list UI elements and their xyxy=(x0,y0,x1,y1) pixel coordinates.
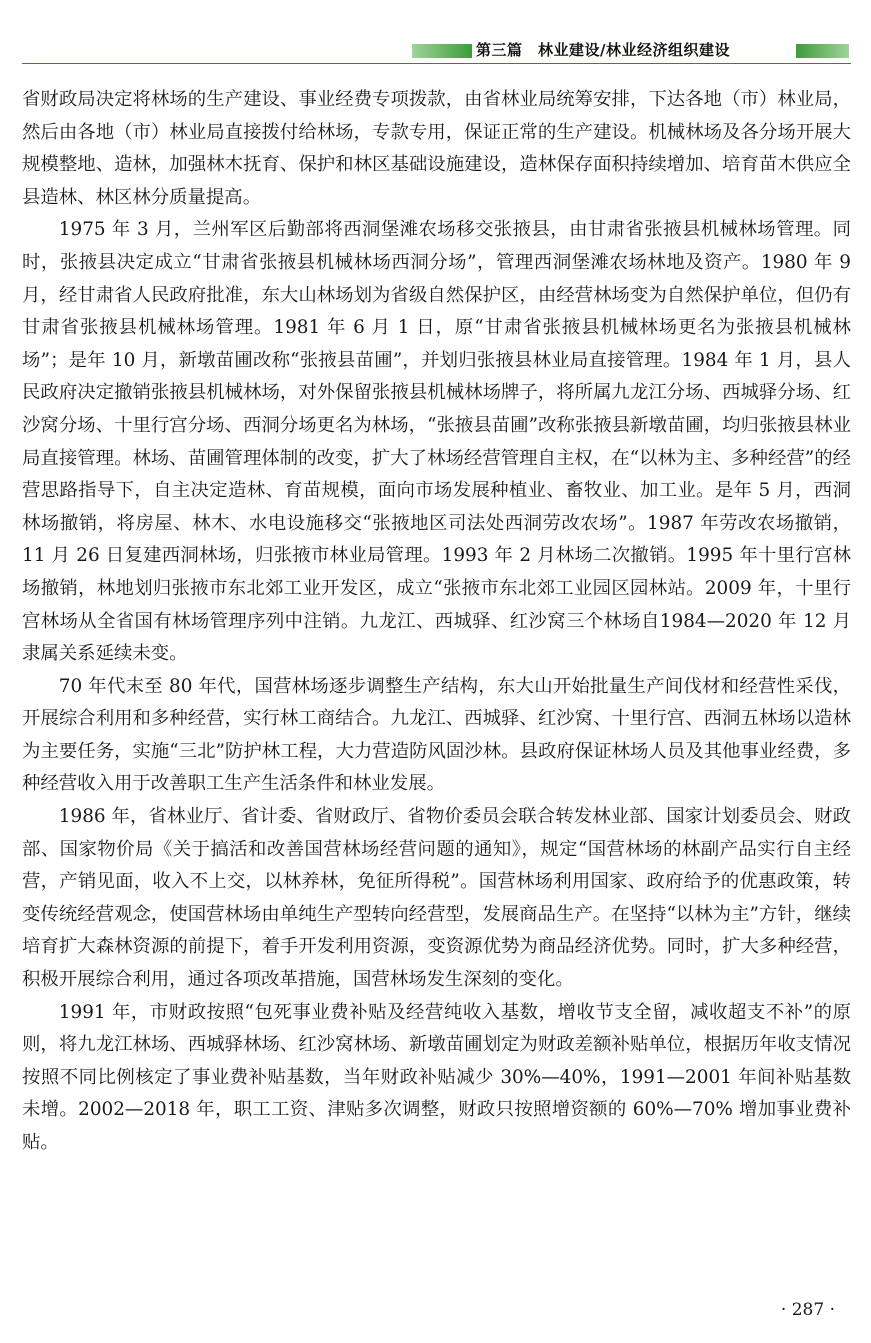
paragraph: 1991 年，市财政按照“包死事业费补贴及经营纯收入基数，增收节支全留，减收超支不补”的原则，将九龙江林场、西城驿林场、红沙窝林场、新墩苗圃划定为财政差额补贴单位，根据历年收支情况按照不同比例核定了事业费补贴基数，当年财政补贴减少 30%—40%，1991—2001 年间补贴基数未增。2002—2018 年，职工工资、津贴多次调整，财政只按照增资额的 60%—70% 增加事业费补贴。 xyxy=(22,1001,851,1153)
header-decor-bar-right xyxy=(796,44,849,58)
running-header-title: 第三篇 林业建设/林业经济组织建设 xyxy=(476,41,730,59)
paragraph: 1986 年，省林业厅、省计委、省财政厅、省物价委员会联合转发林业部、国家计划委员会、财政部、国家物价局《关于搞活和改善国营林场经营问题的通知》，规定“国营林场的林副产品实行自主经营，产销见面，收入不上交，以林养林，免征所得税”。国营林场利用国家、政府给予的优惠政策，转变传统经营观念，使国营林场由单纯生产型转向经营型，发展商品生产。在坚持“以林为主”方针，继续培育扩大森林资源的前提下，着手开发利用资源，变资源优势为商品经济优势。同时，扩大多种经营，积极开展综合利用，通过各项改革措施，国营林场发生深刻的变化。 xyxy=(22,806,851,991)
paragraph: 70 年代末至 80 年代，国营林场逐步调整生产结构，东大山开始批量生产间伐材和经营性采伐，开展综合利用和多种经营，实行林工商结合。九龙江、西城驿、红沙窝、十里行宫、西洞五林场以造林为主要任务，实施“三北”防护林工程，大力营造防风固沙林。县政府保证林场人员及其他事业经费，多种经营收入用于改善职工生产生活条件和林业发展。 xyxy=(22,675,851,795)
page-number: · 287 · xyxy=(780,1300,835,1320)
paragraph-continued: 省财政局决定将林场的生产建设、事业经费专项拨款，由省林业局统筹安排，下达各地（市）林业局，然后由各地（市）林业局直接拨付给林场，专款专用，保证正常的生产建设。机械林场及各分场开展大规模整地、造林，加强林木抚育、保护和林区基础设施建设，造林保存面积持续增加、培育苗木供应全县造林、林区林分质量提高。 xyxy=(22,89,851,208)
running-header xyxy=(0,38,871,62)
header-divider xyxy=(22,63,851,64)
paragraph: 1975 年 3 月，兰州军区后勤部将西洞堡滩农场移交张掖县，由甘肃省张掖县机械林场管理。同时，张掖县决定成立“甘肃省张掖县机械林场西洞分场”，管理西洞堡滩农场林地及资产。1980 年 9 月，经甘肃省人民政府批准，东大山林场划为省级自然保护区，由经营林场变为自然保护单位，但仍有甘肃省张掖县机械林场管理。1981 年 6 月 1 日，原“甘肃省张掖县机械林场更名为张掖县机械林场”；是年 10 月，新墩苗圃改称“张掖县苗圃”，并划归张掖县林业局直接管理。1984 年 1 月，县人民政府决定撤销张掖县机械林场，对外保留张掖县机械林场牌子，将所属九龙江分场、西城驿分场、红沙窝分场、十里行宫分场、西洞分场更名为林场，“张掖县苗圃”改称张掖县新墩苗圃，均归张掖县林业局直接管理。林场、苗圃管理体制的改变，扩大了林场经营管理自主权，在“以林为主、多种经营”的经营思路指导下，自主决定造林、育苗规模，面向市场发展种植业、畜牧业、加工业。是年 5 月，西洞林场撤销，将房屋、林木、水电设施移交“张掖地区司法处西洞劳改农场”。1987 年劳改农场撤销，11 月 26 日复建西洞林场，归张掖市林业局管理。1993 年 2 月林场二次撤销。1995 年十里行宫林场撤销，林地划归张掖市东北郊工业开发区，成立“张掖市东北郊工业园区园林站。2009 年，十里行宫林场从全省国有林场管理序列中注销。九龙江、西城驿、红沙窝三个林场自1984—2020 年 12 月隶属关系延续未变。 xyxy=(22,219,851,665)
header-decor-bar-left xyxy=(412,44,472,58)
body-text xyxy=(22,84,851,1160)
